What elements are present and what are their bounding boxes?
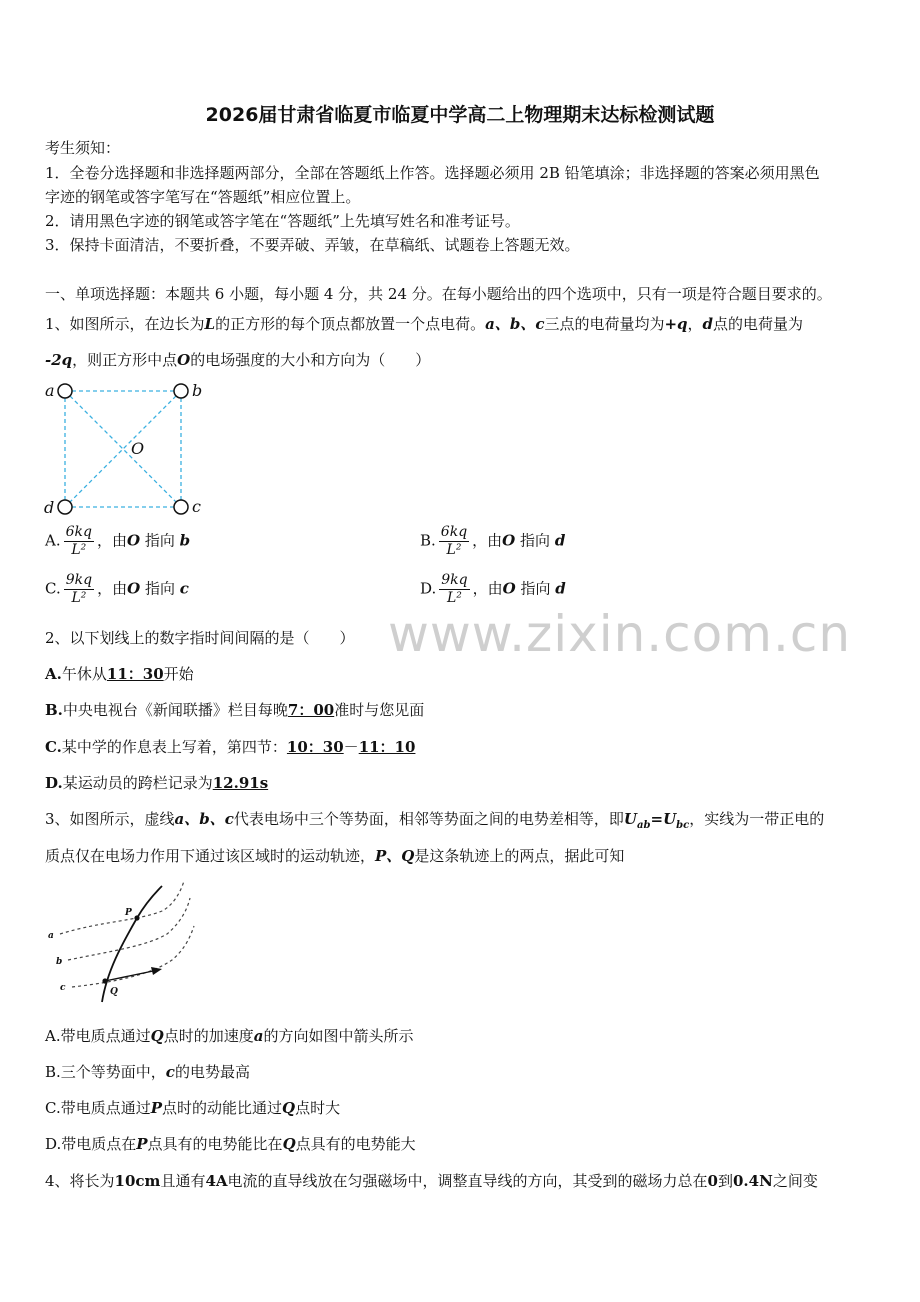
q1-stem-line-1: 1、如图所示，在边长为L的正方形的每个顶点都放置一个点电荷。a、b、c三点的电荷量均为+q，d点的电荷量为 xyxy=(45,315,804,333)
label-Q: Q xyxy=(110,987,118,997)
label-b-line: b xyxy=(56,957,63,967)
q2-option-a: A.午休从11：30开始 xyxy=(45,665,194,683)
label-c-line: c xyxy=(60,983,66,993)
q3-option-d: D.带电质点在P点具有的电势能比在Q点具有的电势能大 xyxy=(45,1135,416,1153)
watermark: www.zixin.com.cn xyxy=(388,605,852,663)
q1-option-a: A. $\frac{6kq}{\text{L²}}$ ，由O 指向 b xyxy=(45,524,191,558)
q3-field-figure xyxy=(42,876,202,1006)
label-a-line: a xyxy=(48,931,54,941)
q3-option-c: C.带电质点通过P点时的动能比通过Q点时大 xyxy=(45,1099,341,1117)
notice-item-2: 2．请用黑色字迹的钢笔或答字笔在“答题纸”上先填写姓名和准考证号。 xyxy=(45,212,520,230)
label-O: O xyxy=(131,439,145,458)
q1-option-d: D. $\frac{9kq}{\text{L²}}$ ，由O 指向 d xyxy=(420,572,566,606)
q3-option-a: A.带电质点通过Q点时的加速度a的方向如图中箭头所示 xyxy=(45,1027,414,1045)
q1-option-c: C. $\frac{9kq}{\text{L²}}$ ，由O 指向 c xyxy=(45,572,189,606)
label-d: d xyxy=(44,498,55,517)
q2-option-b: B.中央电视台《新闻联播》栏目每晚7：00准时与您见面 xyxy=(45,701,425,719)
q2-option-c: C.某中学的作息表上写着，第四节：10：30－11：10 xyxy=(45,738,416,756)
q2-stem: 2、以下划线上的数字指时间间隔的是（ ） xyxy=(45,629,355,647)
q4-stem: 4、将长为10cm且通有4A电流的直导线放在匀强磁场中，调整直导线的方向，其受到的磁场力总在0到0.4N之间变 xyxy=(45,1172,818,1190)
q2-option-d: D.某运动员的跨栏记录为12.91s xyxy=(45,774,269,792)
notice-item-3: 3．保持卡面清洁，不要折叠，不要弄破、弄皱，在草稿纸、试题卷上答题无效。 xyxy=(45,236,580,254)
label-a: a xyxy=(45,381,55,400)
page-title: 2026届甘肃省临夏市临夏中学高二上物理期末达标检测试题 xyxy=(205,104,715,126)
q3-stem-line-2: 质点仅在电场力作用下通过该区域时的运动轨迹，P、Q是这条轨迹上的两点，据此可知 xyxy=(45,847,625,865)
q3-option-b: B.三个等势面中，c的电势最高 xyxy=(45,1063,250,1081)
label-c: c xyxy=(192,497,201,516)
section-1-heading: 一、单项选择题：本题共 6 小题，每小题 4 分，共 24 分。在每小题给出的四个选项中，只有一项是符合题目要求的。 xyxy=(45,285,832,303)
label-P: P xyxy=(125,908,132,918)
charge-a xyxy=(58,384,72,398)
notice-heading: 考生须知： xyxy=(45,139,121,157)
charge-d xyxy=(58,500,72,514)
q1-stem-line-2: -2q，则正方形中点O的电场强度的大小和方向为（ ） xyxy=(45,351,431,369)
q3-stem-line-1: 3、如图所示，虚线a、b、c代表电场中三个等势面，相邻等势面之间的电势差相等，即$U_{ab}=U_{bc}$，实线为一带正电的 xyxy=(45,810,825,831)
charge-b xyxy=(174,384,188,398)
charge-c xyxy=(174,500,188,514)
notice-item-1b: 字迹的钢笔或答字笔写在“答题纸”相应位置上。 xyxy=(45,188,361,206)
label-b: b xyxy=(192,381,203,400)
q1-square-figure xyxy=(40,376,220,521)
q1-option-b: B. $\frac{6kq}{\text{L²}}$ ，由O 指向 d xyxy=(420,524,566,558)
notice-item-1a: 1．全卷分选择题和非选择题两部分，全部在答题纸上作答。选择题必须用 2B 铅笔填涂；非选择题的答案必须用黑色 xyxy=(45,164,820,182)
